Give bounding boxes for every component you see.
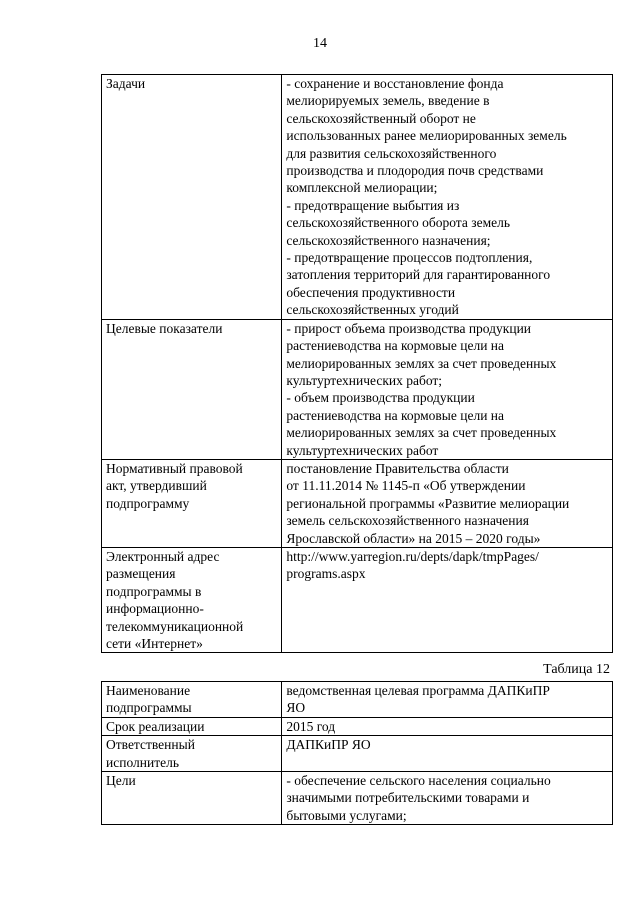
row-label: Наименование подпрограммы xyxy=(102,682,282,718)
row-value: - обеспечение сельского населения социально значимыми потребительскими товарами и бытовыми услугами; xyxy=(282,772,613,825)
table-row xyxy=(102,319,613,459)
row-value: - сохранение и восстановление фонда мелиорируемых земель, введение в сельскохозяйственный оборот не использованных ранее мелиорированных земель для развития сельскохозяйственного производства и плодородия почв средствами комплексной мелиорации; - предотвращение выбытия из сельскохозяйственного оборота земель сельскохозяйственного назначения; - предотвращение процессов подтопления, затопления территорий для гарантированного обеспечения продуктивности сельскохозяйственных угодий xyxy=(282,75,613,320)
page-number: 14 xyxy=(313,36,327,51)
table-row xyxy=(102,772,613,825)
table-row xyxy=(102,459,613,547)
row-label: Целевые показатели xyxy=(102,319,282,459)
row-label: Электронный адрес размещения подпрограммы в информационно- телекоммуникационной сети «Интернет» xyxy=(102,547,282,652)
row-label: Нормативный правовой акт, утвердивший подпрограмму xyxy=(102,459,282,547)
row-value: - прирост объема производства продукции растениеводства на кормовые цели на мелиорированных землях за счет проведенных культуртехнических работ; - объем производства продукции растениеводства на кормовые цели на мелиорированных землях за счет проведенных культуртехнических работ xyxy=(282,319,613,459)
row-value: постановление Правительства области от 11.11.2014 № 1145-п «Об утверждении региональной программы «Развитие мелиорации земель сельскохозяйственного назначения Ярославской области» на 2015 – 2020 годы» xyxy=(282,459,613,547)
table-row xyxy=(102,547,613,652)
program-url: http://www.yarregion.ru/depts/dapk/tmpPages/ xyxy=(286,548,539,564)
table-row xyxy=(102,75,613,320)
row-label: Цели xyxy=(102,772,282,825)
table-row xyxy=(102,736,613,772)
row-label: Ответственный исполнитель xyxy=(102,736,282,772)
row-value: http://www.yarregion.ru/depts/dapk/tmpPages/ programs.aspx xyxy=(282,547,613,652)
passport-table-12 xyxy=(101,681,613,825)
row-value: ДАПКиПР ЯО xyxy=(282,736,613,772)
row-value: 2015 год xyxy=(282,717,613,735)
table-row xyxy=(102,682,613,718)
row-value: ведомственная целевая программа ДАПКиПР ЯО xyxy=(282,682,613,718)
row-label: Задачи xyxy=(102,75,282,320)
table-caption: Таблица 12 xyxy=(543,662,610,677)
row-label: Срок реализации xyxy=(102,717,282,735)
passport-table-continued xyxy=(101,74,613,653)
table-row xyxy=(102,717,613,735)
